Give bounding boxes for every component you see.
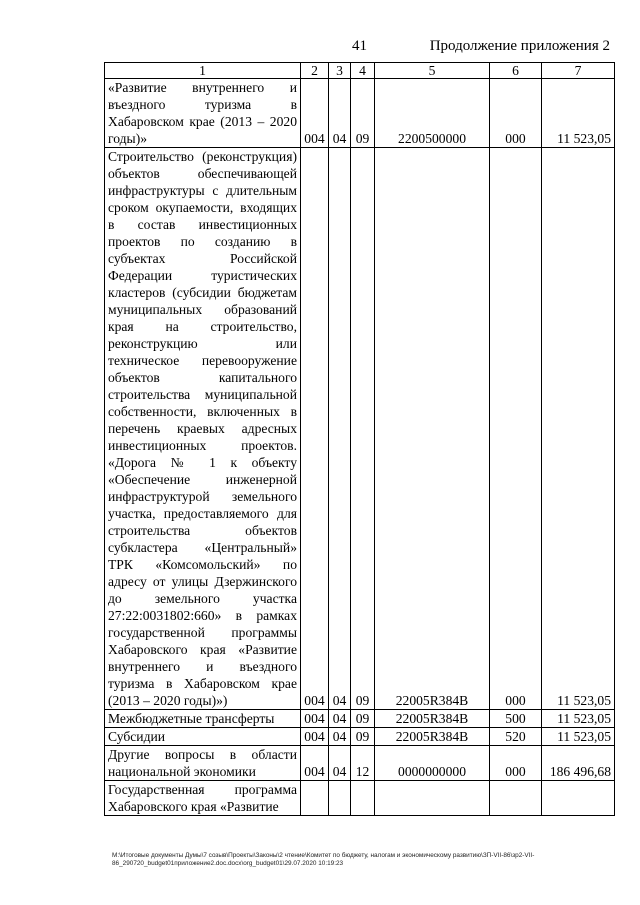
- cell-section: 04: [329, 746, 351, 781]
- table-row: [105, 746, 615, 781]
- cell-amount: 11 523,05: [542, 728, 615, 746]
- file-path-footer: M:\Итоговые документы Думы\7 созыв\Проекты\Законы\2 чтение\Комитет по бюджету, налогам и экономическому развитию\ЗП-VII-86\зр2-VII-86_290720_budget01приложение2.doc.docx\org_budget01\29.07.2020 10:19:23: [112, 852, 535, 867]
- table-row: [105, 781, 615, 816]
- column-header: 6: [490, 63, 542, 79]
- budget-table: [104, 62, 615, 816]
- cell-section: 04: [329, 148, 351, 710]
- cell-ministry: 004: [301, 79, 329, 148]
- cell-subsection: 12: [351, 746, 375, 781]
- cell-expense-type: 520: [490, 728, 542, 746]
- cell-target-article: 22005R384B: [375, 710, 490, 728]
- cell-target-article: 22005R384B: [375, 148, 490, 710]
- cell-subsection: 09: [351, 728, 375, 746]
- row-name: Другие вопросы в области национальной экономики: [105, 746, 301, 781]
- cell-section: 04: [329, 710, 351, 728]
- cell-section: 04: [329, 728, 351, 746]
- table-row: [105, 710, 615, 728]
- row-name: Субсидии: [105, 728, 301, 746]
- column-header: 3: [329, 63, 351, 79]
- cell-amount: 11 523,05: [542, 710, 615, 728]
- column-header: 4: [351, 63, 375, 79]
- row-name: Строительство (реконструкция) объектов обеспечивающей инфраструктуры с длительным сроком окупаемости, входящих в состав инвестиционных проектов по созданию в субъектах Российской Федерации туристических кластеров (субсидии бюджетам муниципальных образований края на строительство, реконструкцию или техническое перевооружение объектов капитального строительства муниципальной собственности, включенных в перечень краевых адресных инвестиционных проектов. «Дорога № 1 к объекту «Обеспечение инженерной инфраструктурой земельного участка, предоставляемого для строительства объектов субкластера «Центральный» ТРК «Комсомольский» по адресу от улицы Дзержинского до земельного участка 27:22:0031802:660» в рамках государственной программы Хабаровского края «Развитие внутреннего и въездного туризма в Хабаровском крае (2013 – 2020 годы)»): [105, 148, 301, 710]
- column-header: 2: [301, 63, 329, 79]
- cell-target-article: 22005R384B: [375, 728, 490, 746]
- cell-ministry: [301, 781, 329, 816]
- row-name: Межбюджетные трансферты: [105, 710, 301, 728]
- cell-ministry: 004: [301, 728, 329, 746]
- cell-ministry: 004: [301, 710, 329, 728]
- cell-amount: 186 496,68: [542, 746, 615, 781]
- cell-expense-type: 500: [490, 710, 542, 728]
- cell-subsection: 09: [351, 710, 375, 728]
- cell-ministry: 004: [301, 746, 329, 781]
- cell-expense-type: [490, 781, 542, 816]
- page-number: 41: [352, 38, 367, 54]
- cell-amount: 11 523,05: [542, 79, 615, 148]
- row-name: «Развитие внутреннего и въездного туризма в Хабаровском крае (2013 – 2020 годы)»: [105, 79, 301, 148]
- column-header: 5: [375, 63, 490, 79]
- appendix-continuation-header: Продолжение приложения 2: [429, 38, 610, 54]
- cell-amount: 11 523,05: [542, 148, 615, 710]
- cell-expense-type: 000: [490, 148, 542, 710]
- table-row: [105, 79, 615, 148]
- cell-target-article: 2200500000: [375, 79, 490, 148]
- cell-expense-type: 000: [490, 79, 542, 148]
- cell-subsection: [351, 781, 375, 816]
- cell-section: [329, 781, 351, 816]
- cell-ministry: 004: [301, 148, 329, 710]
- table-row: [105, 148, 615, 710]
- cell-amount: [542, 781, 615, 816]
- cell-section: 04: [329, 79, 351, 148]
- column-header: 1: [105, 63, 301, 79]
- column-number-row: [105, 63, 615, 79]
- cell-expense-type: 000: [490, 746, 542, 781]
- cell-target-article: 0000000000: [375, 746, 490, 781]
- table-row: [105, 728, 615, 746]
- cell-target-article: [375, 781, 490, 816]
- cell-subsection: 09: [351, 79, 375, 148]
- cell-subsection: 09: [351, 148, 375, 710]
- row-name: Государственная программа Хабаровского края «Развитие: [105, 781, 301, 816]
- column-header: 7: [542, 63, 615, 79]
